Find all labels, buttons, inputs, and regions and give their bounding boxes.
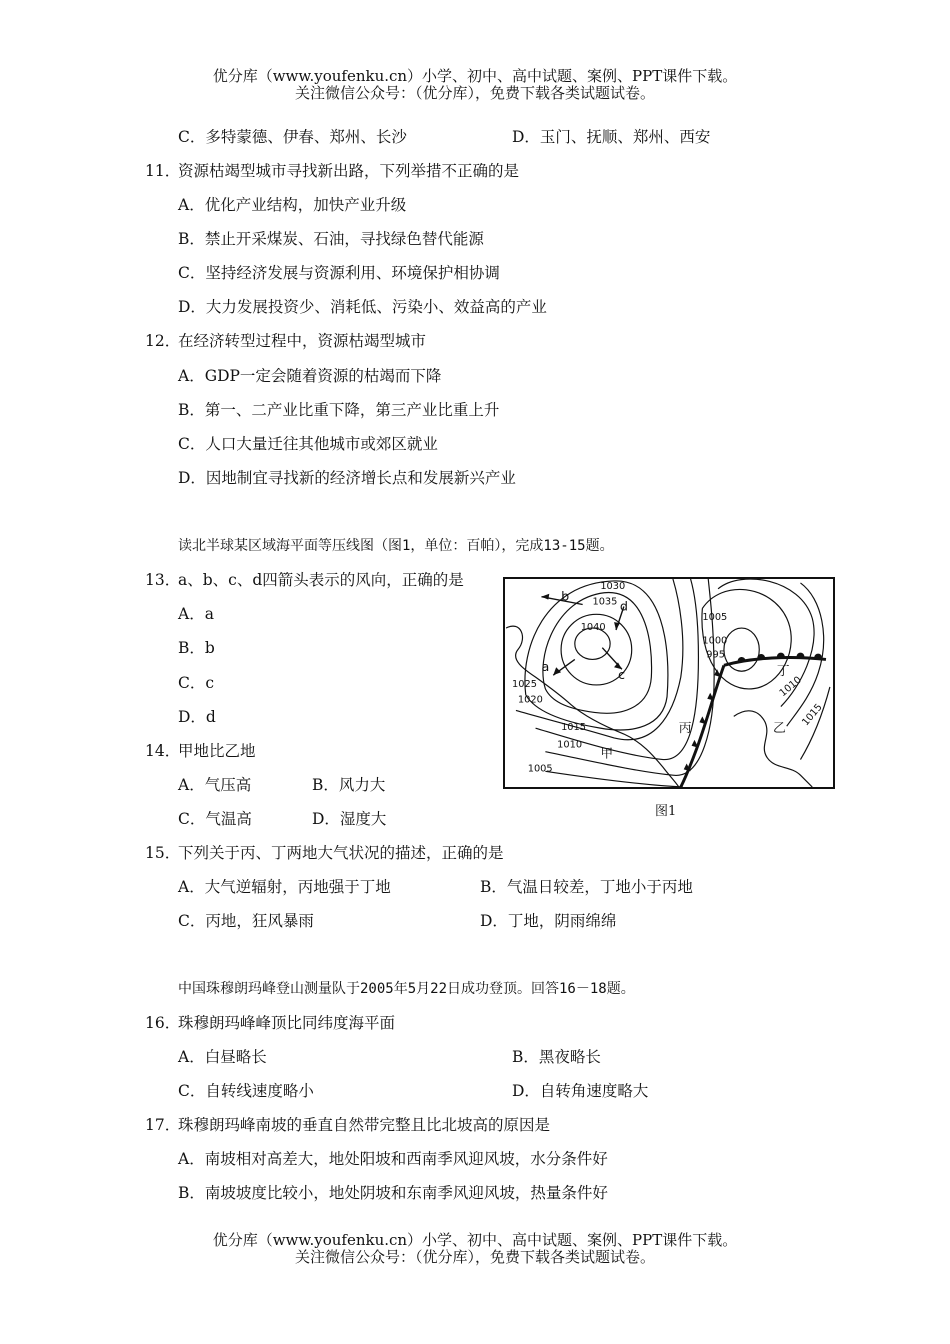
q17-option-a: A．南坡相对高差大，地处阳坡和西南季风迎风坡，水分条件好 — [178, 1150, 608, 1168]
isobar-map-svg — [505, 579, 833, 787]
q11-number: 11． — [145, 162, 181, 180]
isobar-label-1040: 1040 — [580, 622, 606, 634]
section-intro-13-15: 读北半球某区域海平面等压线图（图1，单位：百帕），完成13-15题。 — [178, 538, 614, 554]
q11-option-a: A．优化产业结构，加快产业升级 — [178, 196, 407, 214]
isobar-label-1015-east: 1015 — [800, 701, 825, 729]
q14-number: 14． — [145, 742, 181, 760]
q17-option-b: B．南坡坡度比较小，地处阴坡和东南季风迎风坡，热量条件好 — [178, 1184, 608, 1202]
q17-stem: 珠穆朗玛峰南坡的垂直自然带完整且比北坡高的原因是 — [178, 1116, 551, 1134]
place-label-jia: 甲 — [600, 746, 614, 762]
place-label-bing: 丙 — [678, 721, 692, 737]
q14-option-c: C．气温高 — [178, 810, 252, 828]
isobar-label-1010: 1010 — [557, 739, 583, 751]
arrow-label-b: b — [561, 589, 570, 605]
isobar-label-1005-east: 1005 — [702, 612, 728, 624]
q17-number: 17． — [145, 1116, 181, 1134]
q11-option-c: C．坚持经济发展与资源利用、环境保护相协调 — [178, 264, 500, 282]
isobar-label-1015: 1015 — [561, 722, 587, 734]
place-label-yi: 乙 — [773, 721, 786, 737]
q14-option-b: B．风力大 — [312, 776, 386, 794]
isobar-label-1025: 1025 — [512, 678, 537, 690]
q14-stem: 甲地比乙地 — [178, 742, 256, 760]
isobar-map-figure — [503, 577, 835, 789]
q13-option-b: B．b — [178, 639, 215, 657]
footer-line-1: 优分库（www.youfenku.cn）小学、初中、高中试题、案例、PPT课件下载。 — [212, 1231, 738, 1249]
isobar-label-1020: 1020 — [517, 694, 543, 706]
q16-option-c: C．自转线速度略小 — [178, 1082, 314, 1100]
q12-option-c: C．人口大量迁往其他城市或郊区就业 — [178, 435, 438, 453]
header-line-1: 优分库（www.youfenku.cn）小学、初中、高中试题、案例、PPT课件下载。 — [212, 67, 738, 85]
q13-number: 13． — [145, 571, 181, 589]
isobar-label-1010-east: 1010 — [777, 674, 804, 700]
page-footer — [0, 1232, 950, 1266]
q13-option-d: D．d — [178, 708, 216, 726]
footer-line-2: 关注微信公众号：（优分库），免费下载各类试题试卷。 — [294, 1248, 655, 1266]
arrow-label-c: c — [617, 668, 625, 684]
figure-caption: 图1 — [655, 804, 677, 819]
q13-option-a: A．a — [178, 605, 214, 623]
q16-option-a: A．白昼略长 — [178, 1048, 267, 1066]
q10-option-c: C．多特蒙德、伊春、郑州、长沙 — [178, 128, 407, 146]
q11-stem: 资源枯竭型城市寻找新出路，下列举措不正确的是 — [178, 162, 520, 180]
q14-option-d: D．湿度大 — [312, 810, 387, 828]
q11-option-b: B．禁止开采煤炭、石油，寻找绿色替代能源 — [178, 230, 484, 248]
section-intro-16-18: 中国珠穆朗玛峰登山测量队于2005年5月22日成功登顶。回答16－18题。 — [178, 981, 635, 997]
q12-option-d: D．因地制宜寻找新的经济增长点和发展新兴产业 — [178, 469, 516, 487]
q14-option-a: A．气压高 — [178, 776, 252, 794]
place-label-ding: 丁 — [776, 664, 790, 680]
isobar-label-1030: 1030 — [600, 580, 626, 592]
q13-option-c: C．c — [178, 674, 215, 692]
q15-option-d: D．丁地，阴雨绵绵 — [480, 912, 617, 930]
arrow-label-d: d — [619, 599, 629, 615]
q12-number: 12． — [145, 332, 181, 350]
q16-option-d: D．自转角速度略大 — [512, 1082, 649, 1100]
q15-option-b: B．气温日较差，丁地小于丙地 — [480, 878, 693, 896]
q10-option-d: D．玉门、抚顺、郑州、西安 — [512, 128, 711, 146]
q15-option-a: A．大气逆辐射，丙地强于丁地 — [178, 878, 391, 896]
q15-option-c: C．丙地，狂风暴雨 — [178, 912, 314, 930]
q12-option-a: A．GDP一定会随着资源的枯竭而下降 — [178, 367, 442, 385]
q12-option-b: B．第一、二产业比重下降，第三产业比重上升 — [178, 401, 500, 419]
q15-stem: 下列关于丙、丁两地大气状况的描述，正确的是 — [178, 844, 504, 862]
arrow-label-a: a — [541, 660, 550, 676]
q16-option-b: B．黑夜略长 — [512, 1048, 601, 1066]
q15-number: 15． — [145, 844, 181, 862]
isobar-label-1005-west: 1005 — [527, 763, 553, 775]
q16-stem: 珠穆朗玛峰峰顶比同纬度海平面 — [178, 1014, 396, 1032]
q16-number: 16． — [145, 1014, 181, 1032]
isobar-label-1035: 1035 — [592, 596, 618, 608]
page-header — [0, 68, 950, 102]
wind-arrow-b-head — [541, 594, 549, 600]
header-line-2: 关注微信公众号：（优分库），免费下载各类试题试卷。 — [294, 84, 655, 102]
isobar-1005-east — [718, 579, 814, 707]
isobar-label-1000: 1000 — [702, 635, 728, 647]
q11-option-d: D．大力发展投资少、消耗低、污染小、效益高的产业 — [178, 298, 547, 316]
q13-stem: a、b、c、d四箭头表示的风向，正确的是 — [178, 571, 464, 589]
q12-stem: 在经济转型过程中，资源枯竭型城市 — [178, 332, 427, 350]
wind-arrow-a-head — [553, 667, 561, 675]
isobar-label-995: 995 — [706, 649, 725, 661]
